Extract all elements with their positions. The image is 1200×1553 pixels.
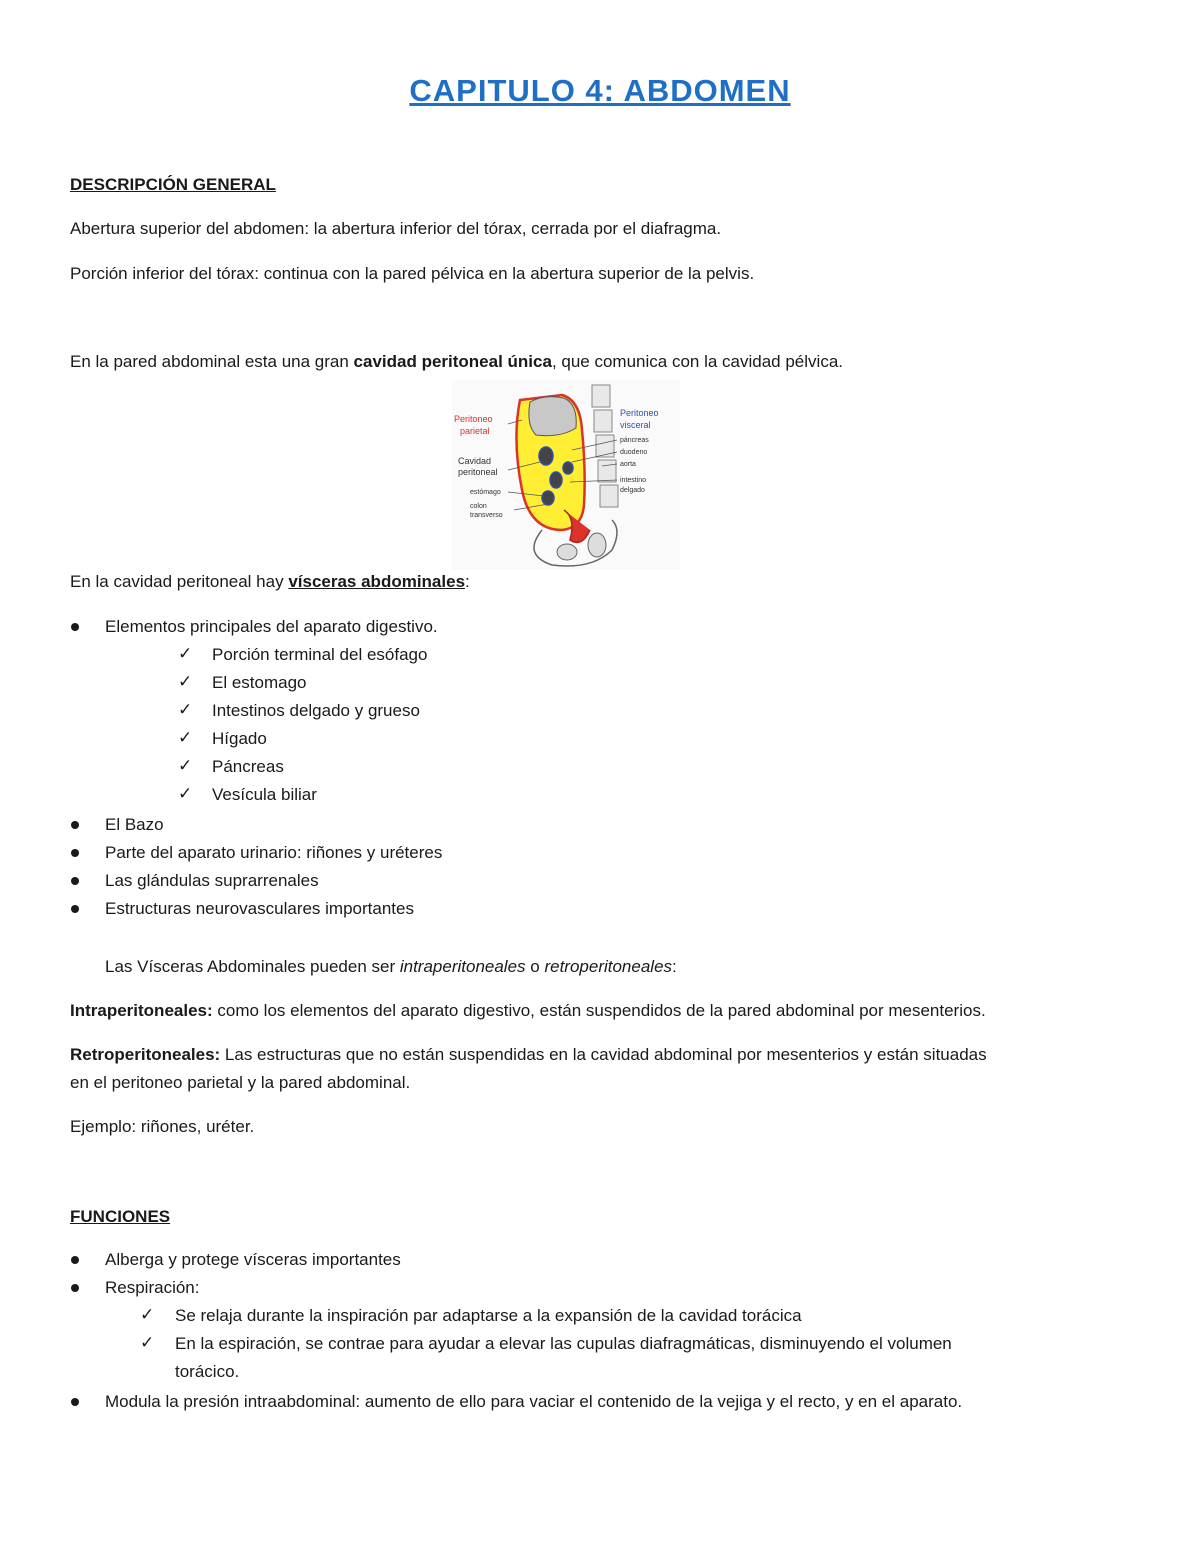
label-colon-2: transverso — [470, 512, 503, 519]
list-item: Las glándulas suprarrenales — [105, 871, 319, 890]
text: En la pared abdominal esta una gran — [70, 352, 354, 371]
paragraph-ejemplo: Ejemplo: riñones, uréter. — [70, 1117, 255, 1136]
bullet-dot — [71, 1256, 79, 1264]
list-item: El Bazo — [105, 815, 164, 834]
list-item: Modula la presión intraabdominal: aumento de ello para vaciar el contenido de la vejiga y el recto, y en el aparato. — [105, 1392, 963, 1411]
peritoneum-diagram-svg — [452, 380, 680, 570]
bullet-dot — [71, 877, 79, 885]
check-item-continuation: torácico. — [175, 1362, 240, 1381]
check-item: Se relaja durante la inspiración par adaptarse a la expansión de la cavidad torácica — [175, 1306, 802, 1325]
page-title: CAPITULO 4: ABDOMEN — [409, 73, 791, 108]
label-estomago: estómago — [470, 489, 501, 496]
paragraph-retroperitoneales-line2: en el peritoneo parietal y la pared abdominal. — [70, 1073, 411, 1092]
checkmark-icon: ✓ — [178, 784, 193, 803]
label-intestino-2: delgado — [620, 487, 645, 494]
list-item: Estructuras neurovasculares importantes — [105, 899, 414, 918]
paragraph-retroperitoneales — [70, 1044, 987, 1066]
peritoneum-diagram — [452, 380, 680, 570]
checkmark-icon: ✓ — [140, 1333, 155, 1352]
bold-term: cavidad peritoneal única — [353, 352, 552, 371]
text: Las Vísceras Abdominales pueden ser — [105, 957, 400, 976]
text: o — [525, 957, 545, 976]
check-item: El estomago — [212, 673, 307, 692]
paragraph-abertura: Abertura superior del abdomen: la abertura inferior del tórax, cerrada por el diafragma. — [70, 219, 722, 238]
bullet-dot — [71, 1284, 79, 1292]
label-colon-1: colon — [470, 503, 487, 510]
bullet-dot — [71, 821, 79, 829]
checkmark-icon: ✓ — [178, 756, 193, 775]
bullet-dot — [71, 905, 79, 913]
italic-term: retroperitoneales — [544, 957, 673, 976]
bold-term: vísceras abdominales — [288, 572, 466, 591]
check-item: En la espiración, se contrae para ayudar a elevar las cupulas diafragmáticas, disminuyendo el volumen — [175, 1334, 952, 1353]
label-intestino-1: intestino — [620, 477, 647, 484]
bold-term: Retroperitoneales: — [70, 1045, 221, 1064]
label-peritoneo-parietal-2: parietal — [460, 426, 490, 436]
list-item: Alberga y protege vísceras importantes — [105, 1250, 401, 1269]
text: Las estructuras que no están suspendidas en la cavidad abdominal por mesenterios y están situadas — [220, 1045, 987, 1064]
checkmark-icon: ✓ — [178, 672, 193, 691]
section-heading-funciones: FUNCIONES — [70, 1207, 171, 1226]
label-pancreas: páncreas — [620, 437, 649, 444]
paragraph-pared-abdominal — [70, 351, 843, 373]
section-heading-descripcion: DESCRIPCIÓN GENERAL — [70, 175, 276, 194]
checkmark-icon: ✓ — [178, 700, 193, 719]
checkmark-icon: ✓ — [140, 1305, 155, 1324]
label-duodeno: duodeno — [620, 449, 648, 456]
label-aorta: aorta — [620, 461, 636, 468]
check-item: Hígado — [212, 729, 267, 748]
check-item: Vesícula biliar — [212, 785, 317, 804]
paragraph-porcion: Porción inferior del tórax: continua con la pared pélvica en la abertura superior de la pelvis. — [70, 264, 755, 283]
bullet-dot — [71, 1398, 79, 1406]
check-item: Páncreas — [212, 757, 284, 776]
text: , que comunica con la cavidad pélvica. — [551, 352, 843, 371]
paragraph-visceras — [70, 571, 470, 593]
text: como los elementos del aparato digestivo, están suspendidos de la pared abdominal por mesenterios. — [212, 1001, 986, 1020]
paragraph-tipos-visceras — [105, 956, 677, 978]
checkmark-icon: ✓ — [178, 728, 193, 747]
label-peritoneo-parietal-1: Peritoneo — [454, 414, 493, 424]
label-peritoneo-visceral-2: visceral — [620, 420, 651, 430]
text: : — [672, 957, 677, 976]
paragraph-intraperitoneales — [70, 1000, 986, 1022]
text: En la cavidad peritoneal hay — [70, 572, 289, 591]
list-item: Respiración: — [105, 1278, 200, 1297]
bold-term: Intraperitoneales: — [70, 1001, 213, 1020]
check-item: Porción terminal del esófago — [212, 645, 428, 664]
text: : — [465, 572, 470, 591]
bullet-dot — [71, 849, 79, 857]
italic-term: intraperitoneales — [399, 957, 526, 976]
checkmark-icon: ✓ — [178, 644, 193, 663]
check-item: Intestinos delgado y grueso — [212, 701, 420, 720]
list-item: Parte del aparato urinario: riñones y uréteres — [105, 843, 443, 862]
bullet-dot — [71, 623, 79, 631]
label-cavidad-1: Cavidad — [458, 456, 492, 466]
list-item: Elementos principales del aparato digestivo. — [105, 617, 438, 636]
label-cavidad-2: peritoneal — [458, 467, 498, 477]
label-peritoneo-visceral-1: Peritoneo — [620, 408, 659, 418]
